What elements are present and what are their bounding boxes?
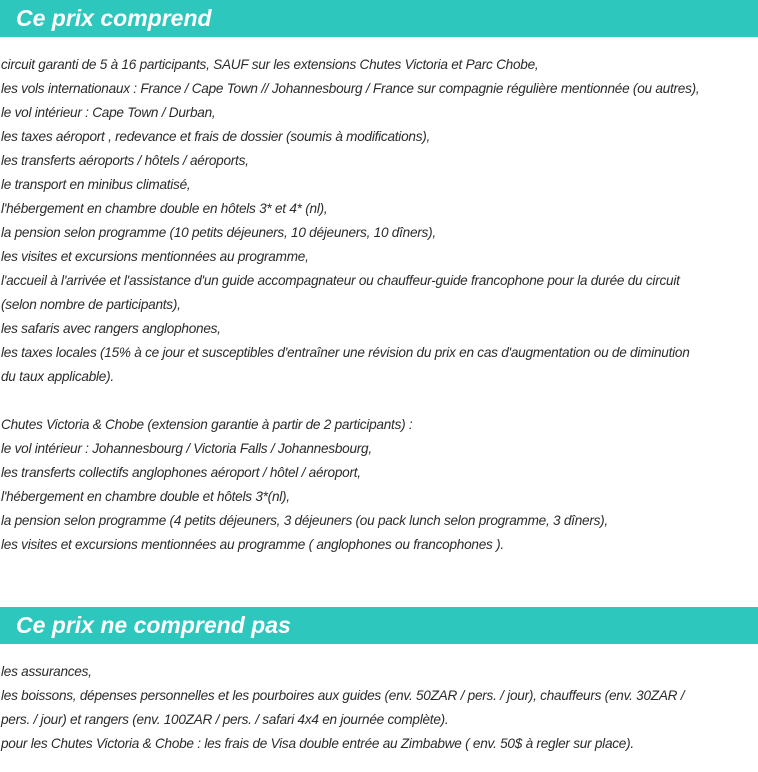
included-item: le vol intérieur : Cape Town / Durban,: [1, 105, 216, 120]
excluded-item: les boissons, dépenses personnelles et les pourboires aux guides (env. 50ZAR / pers. / jour), chauffeurs (env. 30ZAR /: [1, 688, 685, 703]
extension-item: les visites et excursions mentionnées au programme ( anglophones ou francophones ).: [1, 537, 504, 552]
extension-item: l'hébergement en chambre double et hôtels 3*(nl),: [1, 489, 290, 504]
excluded-list: [1, 660, 753, 756]
extension-item: les transferts collectifs anglophones aéroport / hôtel / aéroport,: [1, 465, 361, 480]
included-item: les safaris avec rangers anglophones,: [1, 321, 221, 336]
included-item: circuit garanti de 5 à 16 participants, SAUF sur les extensions Chutes Victoria et Parc Chobe,: [1, 57, 539, 72]
included-item: les taxes locales (15% à ce jour et susceptibles d'entraîner une révision du prix en cas d'augmentation ou de diminution: [1, 345, 690, 360]
included-item: l'accueil à l'arrivée et l'assistance d'un guide accompagnateur ou chauffeur-guide francophone pour la durée du circuit: [1, 273, 680, 288]
included-item: le transport en minibus climatisé,: [1, 177, 191, 192]
extension-list: [1, 413, 753, 557]
excluded-item: pers. / jour) et rangers (env. 100ZAR / pers. / safari 4x4 en journée complète).: [1, 712, 449, 727]
included-item: les transferts aéroports / hôtels / aéroports,: [1, 153, 249, 168]
extension-item: le vol intérieur : Johannesbourg / Victoria Falls / Johannesbourg,: [1, 441, 372, 456]
included-item: l'hébergement en chambre double en hôtels 3* et 4* (nl),: [1, 201, 328, 216]
extension-item: la pension selon programme (4 petits déjeuners, 3 déjeuners (ou pack lunch selon programme, 3 dîners),: [1, 513, 608, 528]
included-list: [1, 53, 753, 389]
included-item: (selon nombre de participants),: [1, 297, 181, 312]
included-item: les vols internationaux : France / Cape Town // Johannesbourg / France sur compagnie régulière mentionnée (ou autres),: [1, 81, 700, 96]
excluded-section-heading: Ce prix ne comprend pas: [0, 607, 758, 644]
excluded-item: les assurances,: [1, 664, 92, 679]
included-item: du taux applicable).: [1, 369, 114, 384]
included-item: les taxes aéroport , redevance et frais de dossier (soumis à modifications),: [1, 129, 431, 144]
included-section-heading: Ce prix comprend: [0, 0, 758, 37]
included-item: les visites et excursions mentionnées au programme,: [1, 249, 309, 264]
included-item: la pension selon programme (10 petits déjeuners, 10 déjeuners, 10 dîners),: [1, 225, 436, 240]
extension-title: Chutes Victoria & Chobe (extension garantie à partir de 2 participants) :: [1, 417, 413, 432]
excluded-item: pour les Chutes Victoria & Chobe : les frais de Visa double entrée au Zimbabwe ( env. 50$ à regler sur place).: [1, 736, 634, 751]
